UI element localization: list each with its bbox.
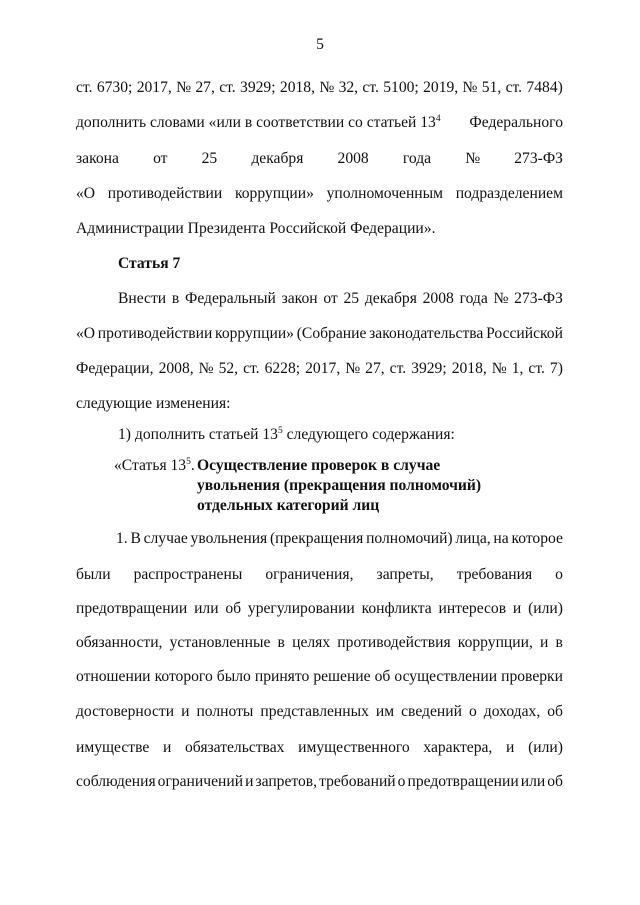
word: Российской [486, 325, 563, 342]
list-item: 1) дополнить статьей $13^5$ следующего содержания: [118, 426, 455, 443]
word: полномочий) [366, 530, 453, 547]
word: (Собрание [296, 325, 367, 342]
word: полноты [196, 703, 254, 720]
word: ограничения, [265, 566, 354, 583]
word: уполномоченным [326, 185, 443, 202]
word: 25 [343, 290, 360, 307]
word: № [345, 360, 361, 377]
word: 25 [201, 150, 218, 167]
word: распространены [133, 566, 243, 583]
word: осуществлении [394, 668, 498, 685]
word: 273-ФЗ [514, 150, 563, 167]
word: или [194, 600, 219, 617]
word: об [547, 773, 563, 790]
word: в [171, 290, 180, 307]
word: и [540, 634, 549, 651]
word: представленных [260, 703, 369, 720]
word: и [506, 739, 515, 756]
word: № [319, 79, 335, 96]
word: Внести [118, 290, 167, 307]
word: и [512, 600, 522, 617]
word: урегулировании [247, 600, 355, 617]
word: 27, [365, 360, 385, 377]
text-segment: дополнить словами «или в соответствии со статьей $13^4$ [76, 114, 441, 131]
word: 52, [218, 360, 239, 377]
word: № [491, 360, 507, 377]
word: 32, [338, 79, 359, 96]
word: запреты, [376, 566, 434, 583]
word: противодействия [337, 634, 451, 651]
word: 7) [549, 360, 563, 377]
word: противодействии [107, 185, 223, 202]
word: на [493, 530, 509, 547]
word: были [76, 566, 111, 583]
paragraph-line [76, 359, 563, 379]
word: (или) [528, 600, 563, 617]
paragraph-line [76, 738, 563, 758]
word: 2019, [423, 79, 459, 96]
word: установленные [169, 634, 271, 651]
paragraph-line [76, 184, 563, 204]
word: 3929; [411, 360, 447, 377]
word: 1, [511, 360, 524, 377]
word: имуществе [76, 739, 150, 756]
word: № [493, 290, 509, 307]
word: или [520, 773, 546, 790]
word: обязанности, [76, 634, 163, 651]
word: 2018, [451, 360, 487, 377]
title-line: увольнения (прекращения полномочий) [197, 477, 482, 494]
word: ст. [362, 79, 379, 96]
word: ст. [219, 79, 236, 96]
word: 1. [116, 530, 128, 547]
paragraph-line [76, 667, 563, 687]
word: подразделением [455, 185, 563, 202]
word: 27, [195, 79, 215, 96]
word: увольнения [190, 530, 268, 547]
word: имущественного [298, 739, 410, 756]
word: декабря [364, 290, 417, 307]
word: предотвращении [407, 773, 519, 790]
word: о [397, 773, 406, 790]
word: им [375, 703, 395, 720]
word: обязательствах [185, 739, 285, 756]
superscript: 4 [435, 114, 441, 124]
word: требования [456, 566, 533, 583]
word: которое [511, 530, 563, 547]
word: (или) [528, 739, 563, 756]
word: принято [254, 668, 310, 685]
word: 2017, [305, 360, 341, 377]
word: № [176, 79, 192, 96]
word: соблюдения [76, 773, 156, 790]
word: было [216, 668, 251, 685]
word: запретов, [255, 773, 318, 790]
word: об [374, 668, 391, 685]
article-heading: Статья 7 [118, 255, 181, 272]
word: ст. [76, 79, 93, 96]
word: закон [281, 290, 318, 307]
word: ограничений [157, 773, 244, 790]
word: требований [319, 773, 396, 790]
paragraph-line [76, 78, 563, 98]
word: декабря [251, 150, 304, 167]
word: в [277, 634, 285, 651]
word: лица, [455, 530, 491, 547]
title-line: Осуществление проверок в случае [197, 457, 441, 474]
article-title [197, 456, 557, 516]
word: ст. [505, 79, 523, 96]
word: закона [76, 150, 119, 167]
word: года [459, 290, 488, 307]
paragraph-line [76, 324, 563, 344]
word: об [225, 600, 242, 617]
word: об [547, 703, 563, 720]
word: 2018, [279, 79, 315, 96]
word: 273-ФЗ [514, 290, 563, 307]
word: достоверности [76, 703, 175, 720]
word: 2008 [337, 150, 369, 167]
word: и [245, 773, 254, 790]
word: которого [154, 668, 213, 685]
word: отношении [76, 668, 151, 685]
word: (прекращения [269, 530, 364, 547]
superscript: 5 [277, 426, 283, 436]
word: 2008, [158, 360, 194, 377]
word: интересов [438, 600, 507, 617]
word: и [181, 703, 190, 720]
article-label: «Статья $13^5$. [114, 457, 195, 474]
word: 5100; [383, 79, 419, 96]
paragraph-line [76, 599, 563, 619]
paragraph-line [76, 565, 563, 585]
word: Федерации, [76, 360, 154, 377]
paragraph-line [118, 289, 563, 309]
word: случае [143, 530, 188, 547]
paragraph-line [76, 113, 563, 133]
word: 3929; [240, 79, 276, 96]
word: года [402, 150, 432, 167]
word: В [130, 530, 141, 547]
word: от [153, 150, 168, 167]
paragraph-line [116, 529, 563, 549]
word: 2008 [422, 290, 454, 307]
word: ст. [243, 360, 260, 377]
page-number: 5 [316, 36, 324, 53]
word: 7484) [526, 79, 563, 96]
word: 6228; [264, 360, 301, 377]
paragraph-line [76, 702, 563, 722]
word: о [468, 703, 477, 720]
paragraph-line [76, 772, 563, 792]
word: № [198, 360, 214, 377]
word: «О [76, 185, 96, 202]
word: законодательства [369, 325, 484, 342]
word: проверки [501, 668, 563, 685]
word: целях [292, 634, 331, 651]
word: предотвращении [76, 600, 188, 617]
word: характера, [423, 739, 493, 756]
paragraph-line: Администрации Президента Российской Федерации». [76, 220, 436, 237]
word: от [323, 290, 338, 307]
title-line: отдельных категорий лиц [197, 497, 380, 514]
paragraph-line: следующие изменения: [76, 395, 231, 412]
word: ст. [528, 360, 545, 377]
word: коррупции, [457, 634, 533, 651]
word: доходах, [483, 703, 541, 720]
word: коррупции» [234, 185, 314, 202]
word: Федеральный [185, 290, 276, 307]
paragraph-line [76, 633, 563, 653]
word: конфликта [361, 600, 432, 617]
word: 51, [481, 79, 502, 96]
word: 6730; [96, 79, 133, 96]
word: коррупции» [215, 325, 294, 342]
word: противодействии [97, 325, 213, 342]
word: ст. [389, 360, 407, 377]
word: № [465, 150, 481, 167]
word: о [555, 566, 563, 583]
text-segment: Федерального [469, 114, 563, 131]
word: сведений [401, 703, 462, 720]
word: и [162, 739, 172, 756]
superscript: 5 [186, 457, 191, 467]
word: 2017, [136, 79, 172, 96]
word: «О [76, 325, 96, 342]
paragraph-line [76, 149, 563, 169]
word: № [462, 79, 478, 96]
word: решение [313, 668, 371, 685]
word: в [555, 634, 563, 651]
